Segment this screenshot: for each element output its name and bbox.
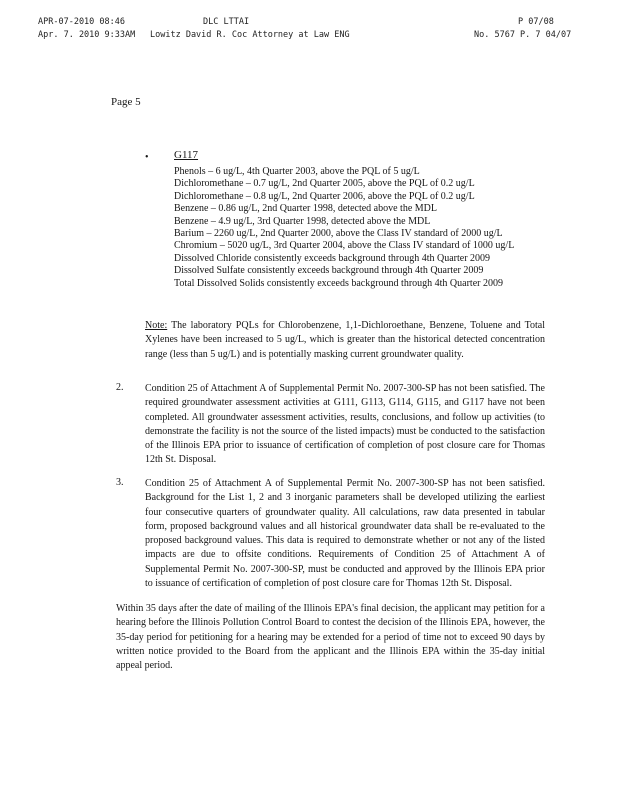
fax-sender-id: DLC LTTAI xyxy=(203,17,250,27)
condition-paragraph: Condition 25 of Attachment A of Supplemental Permit No. 2007-300-SP has not been satisfied. Background for the List 1, 2 and 3 inorganic parameters shall be developed utilizing the earliest four consecutive quarters of groundwater quality. All calculations, raw data presented in tabular form, proposed background values and all historical groundwater data shall be re-evaluated to the proposed background values. This data is required to demonstrate whether or not any of the listed impacts are due to offsite conditions. Requirements of Condition 25 of Attachment A of Supplemental Permit No. 2007-300-SP, must be conducted and approved by the Illinois EPA prior to issuance of certification of completion of post closure care for Thomas 12th St. Disposal. xyxy=(145,478,545,590)
bullet-icon: • xyxy=(145,152,149,163)
exceedance-item: Dichloromethane – 0.7 ug/L, 2nd Quarter 2005, above the PQL of 0.2 ug/L xyxy=(174,178,475,190)
condition-number: 3. xyxy=(116,477,124,488)
pql-note xyxy=(145,319,545,362)
well-heading: G117 xyxy=(174,149,199,161)
condition-paragraph: Condition 25 of Attachment A of Supplemental Permit No. 2007-300-SP has not been satisfied. The required groundwater assessment activities at G111, G113, G114, G115, and G117 have not been completed. All groundwater assessment activities, results, conclusions, and follow up activities (to demonstrate the facility is not the source of the listed impacts) must be conducted to the satisfaction of the Illinois EPA prior to issuance of certification of completion of post closure care for Thomas 12th St. Disposal. xyxy=(145,383,545,466)
exceedance-item: Benzene – 4.9 ug/L, 3rd Quarter 1998, detected above the MDL xyxy=(174,215,431,227)
fax-timestamp: APR-07-2010 08:46 xyxy=(38,17,125,27)
exceedance-item: Dissolved Chloride consistently exceeds background through 4th Quarter 2009 xyxy=(174,252,491,264)
fax-sender-name: Lowitz David R. Coc Attorney at Law ENG xyxy=(150,30,350,40)
fax-page-count: P 07/08 xyxy=(518,17,554,27)
fax-header-line-2 xyxy=(0,30,619,40)
exceedance-item: Barium – 2260 ug/L, 2nd Quarter 2000, above the Class IV standard of 2000 ug/L xyxy=(174,228,503,240)
exceedance-item: Chromium – 5020 ug/L, 3rd Quarter 2004, above the Class IV standard of 1000 ug/L xyxy=(174,240,515,252)
exceedance-item: Dissolved Sulfate consistently exceeds background through 4th Quarter 2009 xyxy=(174,265,484,277)
exceedance-item: Phenols – 6 ug/L, 4th Quarter 2003, above the PQL of 5 ug/L xyxy=(174,166,420,177)
note-text: The laboratory PQLs for Chlorobenzene, 1,1-Dichloroethane, Benzene, Toluene and Total Xylenes have been increased to 5 ug/L, which is greater than the historical detected concentration range (less than 5 ug/L) and is potentially masking current groundwater quality. xyxy=(145,320,545,360)
fax-header-line-1 xyxy=(0,17,619,27)
fax-timestamp-2: Apr. 7. 2010 9:33AM xyxy=(38,30,136,40)
page-number: Page 5 xyxy=(111,96,141,108)
condition-number: 2. xyxy=(116,382,124,393)
appeal-paragraph: Within 35 days after the date of mailing of the Illinois EPA's final decision, the applicant may petition for a hearing before the Illinois Pollution Control Board to contest the decision of the Illinois EPA, however, the 35-day period for petitioning for a hearing may be extended for a period of time not to exceed 90 days by written notice provided to the Board from the applicant and the Illinois EPA within the 35-day initial appeal period. xyxy=(116,603,545,672)
exceedance-list xyxy=(174,166,574,290)
exceedance-item: Dichloromethane – 0.8 ug/L, 2nd Quarter 2006, above the PQL of 0.2 ug/L xyxy=(174,190,475,202)
fax-page-number: No. 5767 P. 7 04/07 xyxy=(474,30,572,40)
note-label: Note: xyxy=(145,320,168,331)
exceedance-item: Benzene – 0.86 ug/L, 2nd Quarter 1998, detected above the MDL xyxy=(174,203,437,215)
exceedance-item: Total Dissolved Solids consistently exceeds background through 4th Quarter 2009 xyxy=(174,277,503,289)
